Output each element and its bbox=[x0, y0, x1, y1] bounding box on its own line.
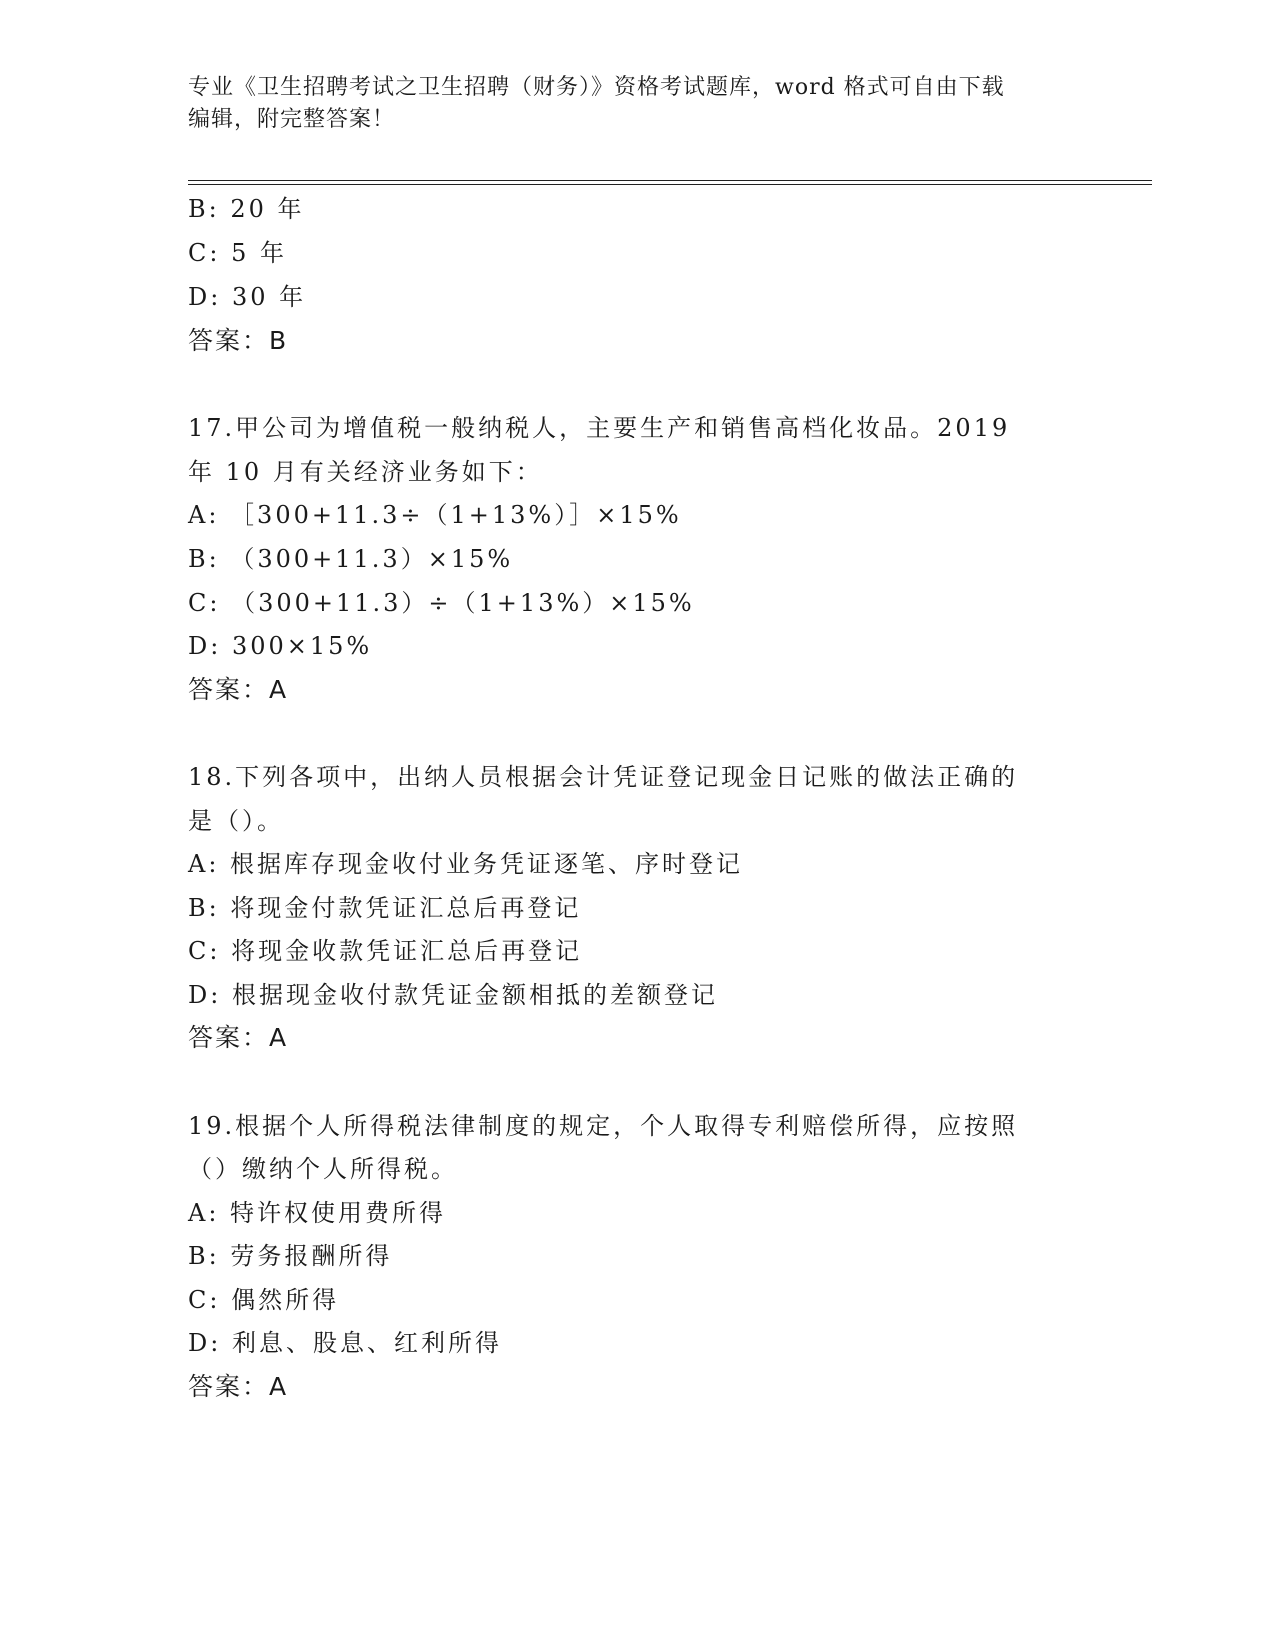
q17-stem-line-1: 17.甲公司为增值税一般纳税人，主要生产和销售高档化妆品。2019 bbox=[188, 414, 1011, 442]
q19-option-a: A: 特许权使用费所得 bbox=[188, 1199, 447, 1227]
q18-stem-line-1: 18.下列各项中，出纳人员根据会计凭证登记现金日记账的做法正确的 bbox=[188, 763, 1019, 791]
q17-answer: 答案：A bbox=[188, 675, 289, 704]
q19-option-c: C: 偶然所得 bbox=[188, 1286, 340, 1314]
q17-option-a: A: ［300+11.3÷（1+13%）］×15% bbox=[188, 501, 682, 529]
q18-option-a: A: 根据库存现金收付业务凭证逐笔、序时登记 bbox=[188, 850, 744, 878]
q18-option-d: D: 根据现金收付款凭证金额相抵的差额登记 bbox=[188, 981, 718, 1009]
header-divider-bottom bbox=[188, 184, 1152, 185]
q17-option-d: D: 300×15% bbox=[188, 632, 373, 660]
q18-stem-line-2: 是（）。 bbox=[188, 807, 284, 835]
header-line-1: 专业《卫生招聘考试之卫生招聘（财务）》资格考试题库，word 格式可自由下载 bbox=[188, 75, 1005, 100]
q19-option-b: B: 劳务报酬所得 bbox=[188, 1242, 393, 1270]
q19-option-d: D: 利息、股息、红利所得 bbox=[188, 1329, 502, 1357]
prev-option-d: D: 30 年 bbox=[188, 283, 307, 311]
q19-stem-line-2: （）缴纳个人所得税。 bbox=[188, 1155, 458, 1183]
q17-option-b: B: （300+11.3）×15% bbox=[188, 545, 514, 573]
q19-stem-line-1: 19.根据个人所得税法律制度的规定，个人取得专利赔偿所得，应按照 bbox=[188, 1112, 1019, 1140]
q17-option-c: C: （300+11.3）÷（1+13%）×15% bbox=[188, 589, 695, 617]
q18-answer: 答案：A bbox=[188, 1023, 289, 1052]
prev-option-c: C: 5 年 bbox=[188, 239, 287, 267]
q17-stem-line-2: 年 10 月有关经济业务如下： bbox=[188, 458, 543, 486]
q19-answer: 答案：A bbox=[188, 1372, 289, 1401]
header-line-2: 编辑，附完整答案！ bbox=[188, 107, 396, 132]
header-divider-top bbox=[188, 180, 1152, 181]
q18-option-b: B: 将现金付款凭证汇总后再登记 bbox=[188, 894, 582, 922]
document-header bbox=[188, 72, 1078, 136]
prev-answer: 答案：B bbox=[188, 326, 289, 355]
prev-option-b: B: 20 年 bbox=[188, 195, 305, 223]
q18-option-c: C: 将现金收款凭证汇总后再登记 bbox=[188, 937, 583, 965]
